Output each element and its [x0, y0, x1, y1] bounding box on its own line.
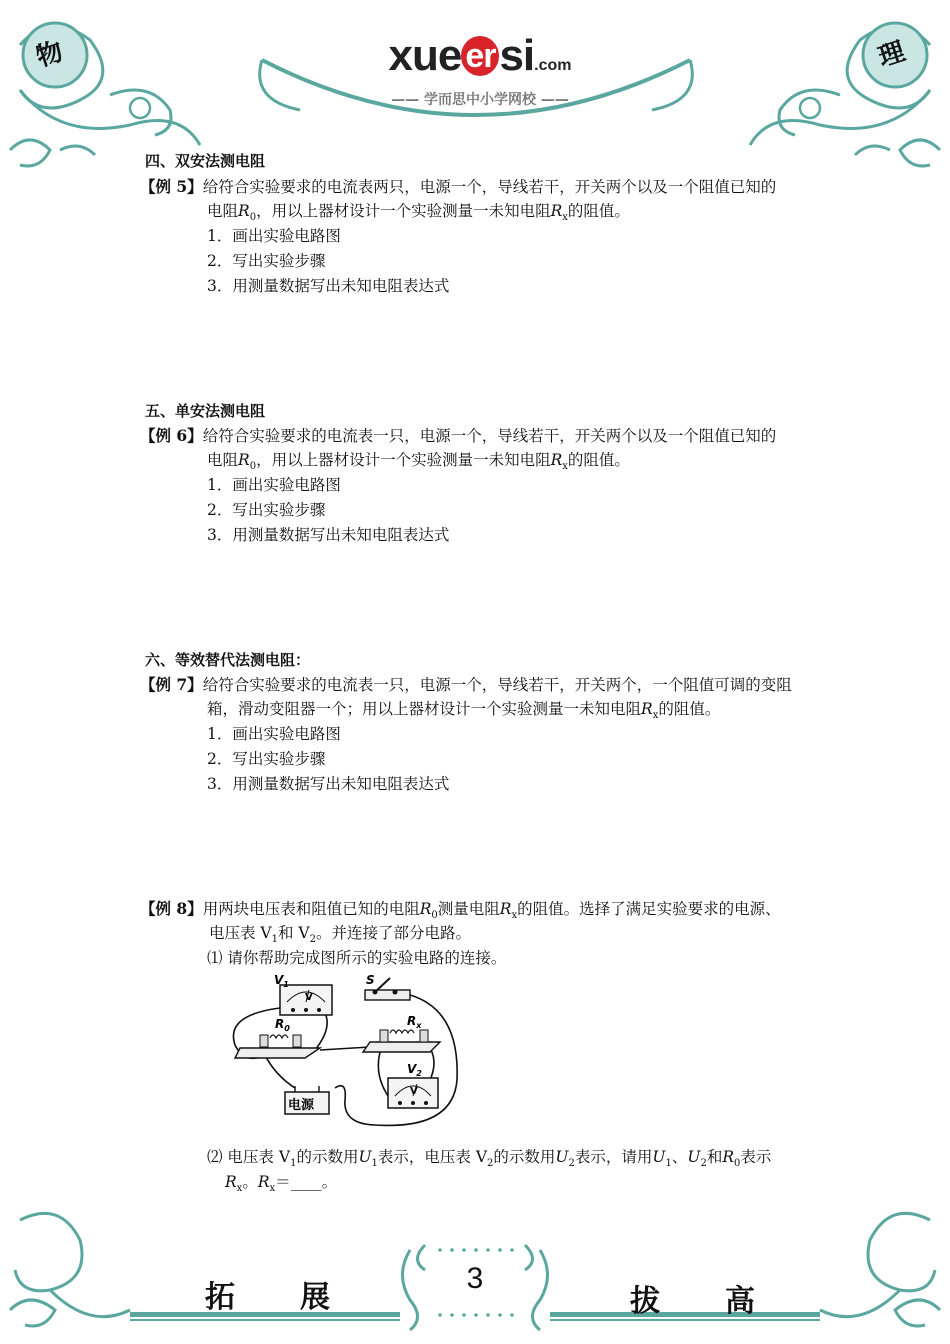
symbol-rx: R — [550, 451, 563, 469]
symbol-r0: R — [722, 1148, 734, 1166]
section-heading-4: 四、双安法测电阻 — [145, 152, 266, 170]
page-number: 3 — [466, 1262, 484, 1295]
q3-text-d: 。 — [321, 1173, 338, 1191]
q2-text-d: 的示数用 — [493, 1148, 556, 1166]
example-8-text1a: 用两块电压表和阻值已知的电阻 — [202, 900, 420, 918]
example-5-text1: 给符合实验要求的电流表两只，电源一个，导线若干，开关两个以及一个阻值已知的 — [202, 178, 777, 196]
footer-word-1: 拓 — [205, 1280, 235, 1315]
symbol-rx: R — [550, 202, 563, 220]
logo-text-er: er — [461, 36, 499, 76]
symbol-u: U — [358, 1148, 372, 1166]
example-8-text1c: 的阻值。选择了满足实验要求的电源、 — [517, 900, 781, 918]
symbol-v1-sub: 1 — [271, 934, 278, 946]
example-7-line1 — [140, 672, 792, 698]
resistor-rx — [363, 1030, 440, 1052]
example-7-text1: 给符合实验要求的电流表一只，电源一个，导线若干，开关两个，一个阻值可调的变阻 — [202, 676, 792, 694]
example-6-step-1: 1．画出实验电路图 — [207, 476, 341, 494]
voltmeter-v1 — [280, 985, 332, 1015]
example-6-line1 — [140, 423, 776, 449]
q3-rx-sub: x — [236, 1183, 243, 1195]
q3-text-c: ＝ — [275, 1173, 291, 1191]
label-v2: $V_2$ — [407, 1062, 422, 1078]
answer-blank[interactable]: ____ — [290, 1173, 322, 1191]
section-heading-5: 五、单安法测电阻 — [145, 402, 266, 420]
label-power: 电源 — [288, 1098, 315, 1113]
corner-char-right: 理 — [874, 36, 909, 74]
q2-u1-sub: 1 — [371, 1158, 378, 1170]
example-8-text2c: 。并连接了部分电路。 — [316, 924, 472, 942]
symbol-rx-sub: x — [652, 710, 659, 722]
example-6-step-3: 3．用测量数据写出未知电阻表达式 — [207, 526, 450, 544]
logo-text-right: si — [499, 31, 535, 80]
label-r0: $R_0$ — [275, 1017, 290, 1033]
q2-text-b: 的示数用 — [296, 1148, 359, 1166]
example-5-step-2: 2．写出实验步骤 — [207, 252, 326, 270]
symbol-v2-sub: 2 — [309, 934, 316, 946]
label-v1: $V_1$ — [274, 973, 289, 989]
symbol-rx-sub: x — [511, 910, 518, 922]
q2-u2-sub: 2 — [568, 1158, 575, 1170]
example-7-step-1: 1．画出实验电路图 — [207, 725, 341, 743]
power-supply — [285, 1086, 329, 1114]
example-6-text2a: 电阻 — [207, 451, 239, 469]
q2-text-e: 表示，请用 — [574, 1148, 653, 1166]
example-6-text1: 给符合实验要求的电流表一只，电源一个，导线若干，开关两个以及一个阻值已知的 — [202, 427, 777, 445]
q2-u1-sub: 1 — [665, 1158, 672, 1170]
q2-text-f: 、 — [671, 1148, 688, 1166]
q2-text-g: 和 — [706, 1148, 723, 1166]
symbol-rx: R — [225, 1173, 237, 1191]
symbol-u: U — [687, 1148, 701, 1166]
symbol-rx: R — [257, 1173, 270, 1191]
symbol-r0: R — [419, 900, 432, 918]
example-8-question-1: ⑴ 请你帮助完成图所示的实验电路的连接。 — [207, 949, 507, 967]
q2-v2-sub: 2 — [487, 1158, 494, 1170]
q2-text-c: 表示，电压表 V — [377, 1148, 488, 1166]
example-7-text2b: 的阻值。 — [658, 700, 721, 718]
symbol-rx: R — [499, 900, 512, 918]
section-heading-6: 六、等效替代法测电阻： — [145, 651, 311, 669]
voltmeter-v2-symbol: V — [410, 1086, 418, 1097]
label-s: S — [366, 973, 375, 987]
example-5-step-1: 1．画出实验电路图 — [207, 227, 341, 245]
example-6-tag: 【例 6】 — [140, 426, 203, 445]
symbol-rx: R — [641, 700, 653, 718]
label-rx: $R_x$ — [407, 1014, 422, 1030]
symbol-r0-sub: 0 — [431, 910, 438, 922]
example-6-step-2: 2．写出实验步骤 — [207, 501, 326, 519]
q2-u2-sub: 2 — [700, 1158, 707, 1170]
q3-rx-sub: x — [269, 1183, 276, 1195]
example-5-text2c: 的阻值。 — [567, 202, 630, 220]
logo-text-left: xue — [388, 31, 462, 80]
symbol-r0: R — [238, 202, 250, 220]
symbol-rx-sub: x — [562, 461, 568, 473]
corner-char-left: 物 — [32, 36, 67, 74]
symbol-r0: R — [238, 451, 250, 469]
example-8-answer-line — [225, 1170, 337, 1201]
example-8-text2a: 电压表 V — [209, 924, 272, 942]
symbol-u: U — [555, 1148, 569, 1166]
voltmeter-v2 — [388, 1078, 438, 1108]
q2-text-a: ⑵ 电压表 V — [207, 1148, 291, 1166]
q2-r0-sub: 0 — [734, 1158, 741, 1170]
example-8-text2b: 和 V — [278, 924, 310, 942]
footer-word-4: 高 — [725, 1284, 755, 1319]
example-5-step-3: 3．用测量数据写出未知电阻表达式 — [207, 277, 450, 295]
site-logo — [370, 32, 590, 110]
symbol-r0-sub: 0 — [249, 212, 257, 224]
example-8-tag: 【例 8】 — [140, 899, 203, 918]
example-7-step-3: 3．用测量数据写出未知电阻表达式 — [207, 775, 450, 793]
example-5-tag: 【例 5】 — [140, 177, 203, 196]
q2-text-h: 表示 — [740, 1148, 772, 1166]
example-7-tag: 【例 7】 — [140, 675, 203, 694]
example-5-text2b: ，用以上器材设计一个实验测量一未知电阻 — [256, 202, 551, 220]
symbol-u: U — [652, 1148, 666, 1166]
example-7-text2a: 箱，滑动变阻器一个；用以上器材设计一个实验测量一未知电阻 — [207, 700, 642, 718]
logo-subtitle: —— 学而思中小学网校 —— — [391, 92, 569, 108]
symbol-r0-sub: 0 — [249, 461, 257, 473]
example-5-text2a: 电阻 — [207, 202, 239, 220]
voltmeter-v1-symbol: V — [305, 992, 313, 1003]
example-6-text2c: 的阻值。 — [567, 451, 630, 469]
logo-text-com: .com — [534, 57, 572, 74]
symbol-rx-sub: x — [562, 212, 568, 224]
footer-word-2: 展 — [300, 1280, 330, 1315]
example-6-text2b: ，用以上器材设计一个实验测量一未知电阻 — [256, 451, 551, 469]
example-7-step-2: 2．写出实验步骤 — [207, 750, 326, 768]
q2-v1-sub: 1 — [290, 1158, 297, 1170]
circuit-diagram — [225, 970, 465, 1130]
example-8-text1b: 测量电阻 — [437, 900, 500, 918]
example-5-line1 — [140, 174, 776, 200]
footer-word-3: 拔 — [630, 1284, 660, 1319]
resistor-r0 — [235, 1035, 320, 1058]
q3-text-b: 。 — [242, 1173, 258, 1191]
